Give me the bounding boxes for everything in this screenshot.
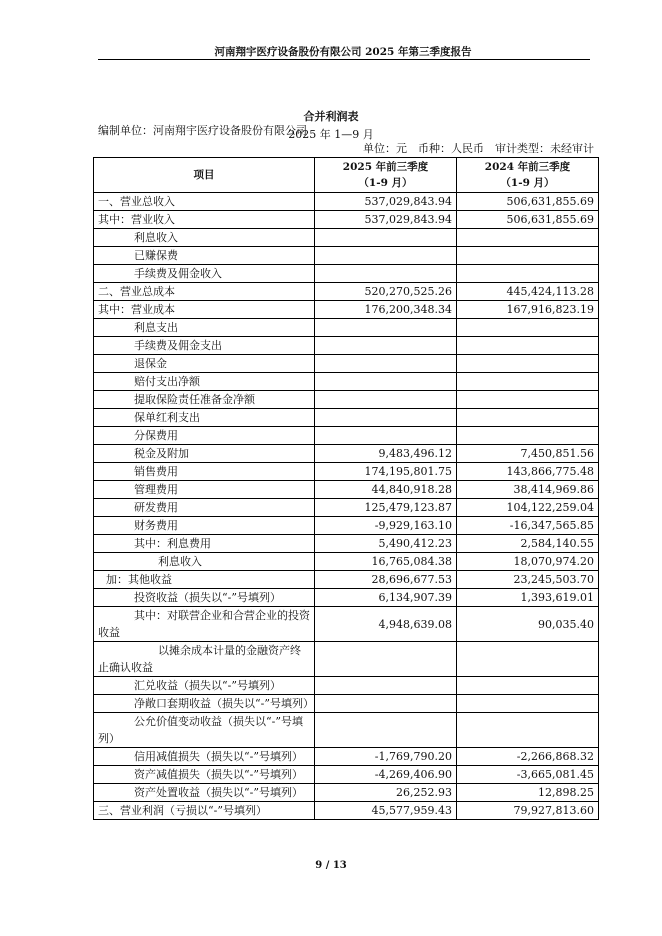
- table-row: [94, 571, 599, 589]
- table-body: [94, 193, 599, 820]
- previous-period-value: 38,414,969.86: [457, 481, 599, 499]
- previous-period-value: 23,245,503.70: [457, 571, 599, 589]
- current-period-value: 9,483,496.12: [315, 445, 457, 463]
- table-row: [94, 499, 599, 517]
- previous-period-value: -2,266,868.32: [457, 748, 599, 766]
- previous-period-value: 167,916,823.19: [457, 301, 599, 319]
- current-period-value: 176,200,348.34: [315, 301, 457, 319]
- previous-period-value: [457, 373, 599, 391]
- current-period-value: [315, 373, 457, 391]
- current-period-value: -4,269,406.90: [315, 766, 457, 784]
- row-label: 提取保险责任准备金净额: [94, 391, 315, 409]
- col-header-current: [315, 158, 457, 193]
- col-header-current-line2: （1-9 月）: [358, 177, 413, 189]
- col-header-item: [94, 158, 315, 193]
- current-period-value: 4,948,639.08: [315, 607, 457, 642]
- table-row: [94, 193, 599, 211]
- current-period-value: [315, 642, 457, 677]
- current-period-value: 45,577,959.43: [315, 802, 457, 820]
- table-row: [94, 427, 599, 445]
- row-label: 信用减值损失（损失以“-”号填列）: [94, 748, 315, 766]
- current-period-value: [315, 247, 457, 265]
- previous-period-value: -3,665,081.45: [457, 766, 599, 784]
- current-period-value: [315, 409, 457, 427]
- current-period-value: [315, 319, 457, 337]
- row-label: 利息收入: [94, 553, 315, 571]
- row-label: 三、营业利润（亏损以“-”号填列）: [94, 802, 315, 820]
- col-header-current-line1: 2025 年前三季度: [342, 161, 429, 173]
- current-period-value: 16,765,084.38: [315, 553, 457, 571]
- row-label: 税金及附加: [94, 445, 315, 463]
- previous-period-value: 90,035.40: [457, 607, 599, 642]
- row-label: 投资收益（损失以“-”号填列）: [94, 589, 315, 607]
- col-header-previous-line1: 2024 年前三季度: [484, 161, 571, 173]
- row-label: 资产减值损失（损失以“-”号填列）: [94, 766, 315, 784]
- row-label: 销售费用: [94, 463, 315, 481]
- col-header-previous-line2: （1-9 月）: [500, 177, 555, 189]
- current-period-value: [315, 229, 457, 247]
- table-header-row: [94, 158, 599, 193]
- table-row: [94, 713, 599, 748]
- table-row: [94, 553, 599, 571]
- current-period-value: 44,840,918.28: [315, 481, 457, 499]
- previous-period-value: -16,347,565.85: [457, 517, 599, 535]
- previous-period-value: [457, 642, 599, 677]
- current-period-value: [315, 337, 457, 355]
- table-row: [94, 283, 599, 301]
- table-row: [94, 409, 599, 427]
- previous-period-value: 7,450,851.56: [457, 445, 599, 463]
- row-label: 管理费用: [94, 481, 315, 499]
- previous-period-value: 143,866,775.48: [457, 463, 599, 481]
- table-row: [94, 337, 599, 355]
- current-period-value: 5,490,412.23: [315, 535, 457, 553]
- table-row: [94, 642, 599, 677]
- page-number: 9 / 13: [315, 860, 347, 871]
- row-label: 赔付支出净额: [94, 373, 315, 391]
- current-period-value: -9,929,163.10: [315, 517, 457, 535]
- row-label: 研发费用: [94, 499, 315, 517]
- row-label: 其中：营业成本: [94, 301, 315, 319]
- current-period-value: [315, 677, 457, 695]
- header-divider: [98, 59, 590, 60]
- current-period-value: [315, 355, 457, 373]
- row-label: 利息收入: [94, 229, 315, 247]
- row-label: 利息支出: [94, 319, 315, 337]
- preparer-line: 编制单位：河南翔宇医疗设备股份有限公司: [98, 124, 307, 137]
- row-label: 其中：利息费用: [94, 535, 315, 553]
- previous-period-value: 104,122,259.04: [457, 499, 599, 517]
- previous-period-value: 79,927,813.60: [457, 802, 599, 820]
- previous-period-value: 1,393,619.01: [457, 589, 599, 607]
- row-label: 手续费及佣金收入: [94, 265, 315, 283]
- row-label: 其中：对联营企业和合营企业的投资收益: [94, 607, 315, 642]
- previous-period-value: 445,424,113.28: [457, 283, 599, 301]
- table-row: [94, 677, 599, 695]
- table-row: [94, 766, 599, 784]
- row-label: 加：其他收益: [94, 571, 315, 589]
- row-label: 资产处置收益（损失以“-”号填列）: [94, 784, 315, 802]
- current-period-value: [315, 265, 457, 283]
- current-period-value: [315, 695, 457, 713]
- previous-period-value: [457, 355, 599, 373]
- income-statement-table: [93, 157, 599, 820]
- table-row: [94, 247, 599, 265]
- row-label: 以摊余成本计量的金融资产终止确认收益: [94, 642, 315, 677]
- row-label: 公允价值变动收益（损失以“-”号填列）: [94, 713, 315, 748]
- running-header: 河南翔宇医疗设备股份有限公司 2025 年第三季度报告: [214, 46, 472, 58]
- table-row: [94, 301, 599, 319]
- previous-period-value: [457, 713, 599, 748]
- table-row: [94, 802, 599, 820]
- previous-period-value: [457, 247, 599, 265]
- row-label: 其中：营业收入: [94, 211, 315, 229]
- current-period-value: [315, 713, 457, 748]
- row-label: 已赚保费: [94, 247, 315, 265]
- previous-period-value: [457, 695, 599, 713]
- previous-period-value: [457, 319, 599, 337]
- table-row: [94, 535, 599, 553]
- row-label: 财务费用: [94, 517, 315, 535]
- statement-period: 2025 年 1—9 月: [288, 128, 374, 141]
- row-label: 汇兑收益（损失以“-”号填列）: [94, 677, 315, 695]
- table-row: [94, 463, 599, 481]
- previous-period-value: 506,631,855.69: [457, 211, 599, 229]
- current-period-value: 537,029,843.94: [315, 211, 457, 229]
- previous-period-value: [457, 229, 599, 247]
- table-row: [94, 265, 599, 283]
- current-period-value: 537,029,843.94: [315, 193, 457, 211]
- current-period-value: [315, 427, 457, 445]
- row-label: 手续费及佣金支出: [94, 337, 315, 355]
- current-period-value: 26,252.93: [315, 784, 457, 802]
- table-row: [94, 695, 599, 713]
- table-row: [94, 748, 599, 766]
- table-row: [94, 517, 599, 535]
- table-row: [94, 784, 599, 802]
- table-row: [94, 355, 599, 373]
- col-header-previous: [457, 158, 599, 193]
- table-row: [94, 229, 599, 247]
- current-period-value: 28,696,677.53: [315, 571, 457, 589]
- previous-period-value: [457, 265, 599, 283]
- row-label: 二、营业总成本: [94, 283, 315, 301]
- current-period-value: 520,270,525.26: [315, 283, 457, 301]
- current-period-value: 174,195,801.75: [315, 463, 457, 481]
- previous-period-value: [457, 337, 599, 355]
- current-period-value: -1,769,790.20: [315, 748, 457, 766]
- table-row: [94, 589, 599, 607]
- current-period-value: 6,134,907.39: [315, 589, 457, 607]
- previous-period-value: [457, 409, 599, 427]
- table-row: [94, 481, 599, 499]
- table-row: [94, 319, 599, 337]
- current-period-value: 125,479,123.87: [315, 499, 457, 517]
- table-row: [94, 211, 599, 229]
- table-row: [94, 445, 599, 463]
- row-label: 一、营业总收入: [94, 193, 315, 211]
- previous-period-value: [457, 677, 599, 695]
- table-row: [94, 391, 599, 409]
- row-label: 保单红利支出: [94, 409, 315, 427]
- previous-period-value: 12,898.25: [457, 784, 599, 802]
- row-label: 分保费用: [94, 427, 315, 445]
- previous-period-value: 18,070,974.20: [457, 553, 599, 571]
- row-label: 净敞口套期收益（损失以“-”号填列）: [94, 695, 315, 713]
- units-line: 单位：元 币种：人民币 审计类型：未经审计: [363, 142, 594, 155]
- previous-period-value: [457, 391, 599, 409]
- previous-period-value: [457, 427, 599, 445]
- statement-title: 合并利润表: [303, 110, 359, 123]
- row-label: 退保金: [94, 355, 315, 373]
- previous-period-value: 506,631,855.69: [457, 193, 599, 211]
- current-period-value: [315, 391, 457, 409]
- previous-period-value: 2,584,140.55: [457, 535, 599, 553]
- col-header-item-label: 项目: [193, 169, 215, 181]
- table-row: [94, 607, 599, 642]
- table-row: [94, 373, 599, 391]
